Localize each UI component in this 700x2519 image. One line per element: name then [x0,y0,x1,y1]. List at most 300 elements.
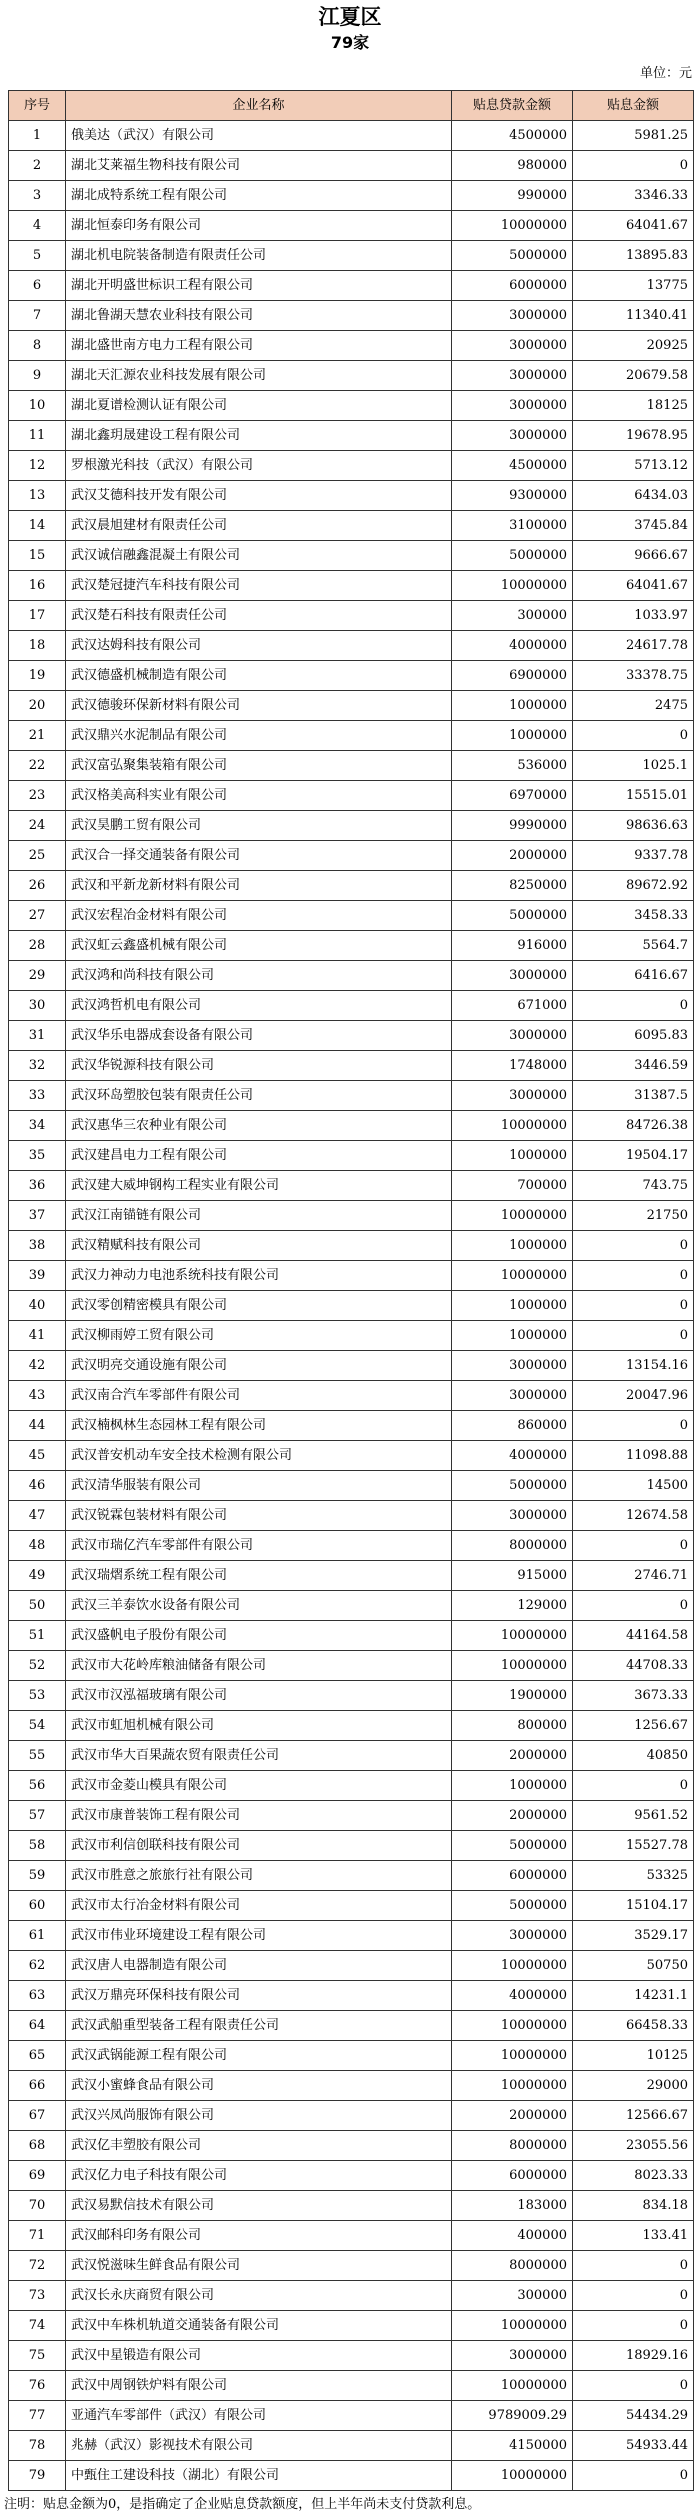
cell-serial: 30 [9,991,66,1021]
cell-loan-amount: 2000000 [452,1801,573,1831]
header-loan-amount: 贴息贷款金额 [452,91,573,121]
cell-subsidy-amount: 20925 [573,331,694,361]
cell-subsidy-amount: 20047.96 [573,1381,694,1411]
table-row [9,481,694,511]
cell-subsidy-amount: 5981.25 [573,121,694,151]
cell-subsidy-amount: 13895.83 [573,241,694,271]
cell-subsidy-amount: 14231.1 [573,1981,694,2011]
table-row [9,1291,694,1321]
cell-loan-amount: 4000000 [452,631,573,661]
cell-subsidy-amount: 50750 [573,1951,694,1981]
cell-company-name: 武汉瑞熠系统工程有限公司 [66,1561,452,1591]
table-row [9,631,694,661]
cell-company-name: 武汉零创精密模具有限公司 [66,1291,452,1321]
cell-company-name: 湖北艾莱福生物科技有限公司 [66,151,452,181]
cell-loan-amount: 8000000 [452,2251,573,2281]
cell-company-name: 武汉长永庆商贸有限公司 [66,2281,452,2311]
cell-subsidy-amount: 8023.33 [573,2161,694,2191]
table-row [9,1171,694,1201]
table-row [9,661,694,691]
cell-company-name: 武汉华锐源科技有限公司 [66,1051,452,1081]
cell-serial: 7 [9,301,66,331]
header-company-name: 企业名称 [66,91,452,121]
cell-company-name: 武汉建大威坤钢构工程实业有限公司 [66,1171,452,1201]
cell-serial: 50 [9,1591,66,1621]
cell-subsidy-amount: 0 [573,2311,694,2341]
cell-serial: 48 [9,1531,66,1561]
cell-loan-amount: 6000000 [452,2161,573,2191]
table-row [9,121,694,151]
cell-loan-amount: 8250000 [452,871,573,901]
cell-loan-amount: 3000000 [452,301,573,331]
cell-subsidy-amount: 54434.29 [573,2401,694,2431]
table-header-row [9,91,694,121]
cell-subsidy-amount: 18125 [573,391,694,421]
cell-company-name: 武汉德盛机械制造有限公司 [66,661,452,691]
cell-subsidy-amount: 18929.16 [573,2341,694,2371]
cell-company-name: 武汉市太行冶金材料有限公司 [66,1891,452,1921]
cell-subsidy-amount: 84726.38 [573,1111,694,1141]
cell-subsidy-amount: 24617.78 [573,631,694,661]
cell-subsidy-amount: 6416.67 [573,961,694,991]
table-row [9,511,694,541]
cell-loan-amount: 10000000 [452,2071,573,2101]
cell-loan-amount: 10000000 [452,1111,573,1141]
cell-loan-amount: 4150000 [452,2431,573,2461]
cell-subsidy-amount: 3673.33 [573,1681,694,1711]
cell-serial: 34 [9,1111,66,1141]
table-row [9,2191,694,2221]
table-row [9,2281,694,2311]
table-row [9,1081,694,1111]
table-row [9,1561,694,1591]
cell-loan-amount: 10000000 [452,1651,573,1681]
cell-subsidy-amount: 834.18 [573,2191,694,2221]
cell-company-name: 武汉晨旭建材有限责任公司 [66,511,452,541]
table-row [9,1891,694,1921]
cell-serial: 71 [9,2221,66,2251]
cell-company-name: 武汉小蜜蜂食品有限公司 [66,2071,452,2101]
table-row [9,1441,694,1471]
table-row [9,871,694,901]
cell-serial: 44 [9,1411,66,1441]
cell-company-name: 湖北成特系统工程有限公司 [66,181,452,211]
table-row [9,961,694,991]
cell-serial: 76 [9,2371,66,2401]
cell-serial: 61 [9,1921,66,1951]
cell-company-name: 武汉亿力电子科技有限公司 [66,2161,452,2191]
table-row [9,1591,694,1621]
table-row [9,1141,694,1171]
table-row [9,1381,694,1411]
cell-serial: 24 [9,811,66,841]
table-row [9,2401,694,2431]
cell-serial: 2 [9,151,66,181]
cell-serial: 23 [9,781,66,811]
table-row [9,2041,694,2071]
cell-serial: 58 [9,1831,66,1861]
cell-company-name: 武汉富弘聚集装箱有限公司 [66,751,452,781]
table-row [9,2221,694,2251]
cell-company-name: 俄美达（武汉）有限公司 [66,121,452,151]
cell-subsidy-amount: 15515.01 [573,781,694,811]
cell-serial: 38 [9,1231,66,1261]
cell-serial: 63 [9,1981,66,2011]
cell-serial: 57 [9,1801,66,1831]
cell-serial: 11 [9,421,66,451]
table-row [9,271,694,301]
cell-subsidy-amount: 9561.52 [573,1801,694,1831]
cell-loan-amount: 3000000 [452,2341,573,2371]
cell-loan-amount: 6000000 [452,1861,573,1891]
cell-loan-amount: 916000 [452,931,573,961]
cell-company-name: 武汉武船重型装备工程有限责任公司 [66,2011,452,2041]
table-row [9,2461,694,2491]
cell-loan-amount: 10000000 [452,2311,573,2341]
cell-subsidy-amount: 0 [573,1531,694,1561]
table-row [9,1531,694,1561]
table-row [9,2431,694,2461]
cell-company-name: 武汉中周钢铁炉料有限公司 [66,2371,452,2401]
cell-serial: 16 [9,571,66,601]
cell-serial: 3 [9,181,66,211]
table-row [9,1981,694,2011]
cell-serial: 8 [9,331,66,361]
cell-subsidy-amount: 743.75 [573,1171,694,1201]
cell-company-name: 武汉昊鹏工贸有限公司 [66,811,452,841]
cell-serial: 12 [9,451,66,481]
cell-company-name: 罗根激光科技（武汉）有限公司 [66,451,452,481]
cell-company-name: 武汉江南锚链有限公司 [66,1201,452,1231]
cell-loan-amount: 3000000 [452,361,573,391]
table-body [9,121,694,2491]
cell-company-name: 武汉合一择交通装备有限公司 [66,841,452,871]
cell-loan-amount: 800000 [452,1711,573,1741]
cell-loan-amount: 10000000 [452,2371,573,2401]
table-row [9,2071,694,2101]
cell-subsidy-amount: 0 [573,2251,694,2281]
cell-serial: 43 [9,1381,66,1411]
cell-serial: 64 [9,2011,66,2041]
cell-subsidy-amount: 64041.67 [573,211,694,241]
cell-loan-amount: 10000000 [452,2461,573,2491]
cell-subsidy-amount: 0 [573,1591,694,1621]
cell-subsidy-amount: 133.41 [573,2221,694,2251]
cell-loan-amount: 5000000 [452,1891,573,1921]
cell-serial: 5 [9,241,66,271]
table-row [9,1411,694,1441]
table-row [9,2101,694,2131]
cell-loan-amount: 860000 [452,1411,573,1441]
cell-serial: 60 [9,1891,66,1921]
cell-serial: 69 [9,2161,66,2191]
table-row [9,2371,694,2401]
table-row [9,1621,694,1651]
cell-loan-amount: 10000000 [452,1201,573,1231]
cell-subsidy-amount: 0 [573,1411,694,1441]
cell-company-name: 武汉中车株机轨道交通装备有限公司 [66,2311,452,2341]
cell-subsidy-amount: 44164.58 [573,1621,694,1651]
cell-loan-amount: 5000000 [452,241,573,271]
cell-serial: 41 [9,1321,66,1351]
cell-loan-amount: 2000000 [452,1741,573,1771]
cell-loan-amount: 980000 [452,151,573,181]
cell-serial: 52 [9,1651,66,1681]
table-row [9,991,694,1021]
cell-serial: 45 [9,1441,66,1471]
cell-company-name: 武汉市瑞亿汽车零部件有限公司 [66,1531,452,1561]
cell-serial: 27 [9,901,66,931]
cell-loan-amount: 3000000 [452,1351,573,1381]
cell-company-name: 武汉诚信融鑫混凝土有限公司 [66,541,452,571]
cell-company-name: 武汉力神动力电池系统科技有限公司 [66,1261,452,1291]
cell-subsidy-amount: 11340.41 [573,301,694,331]
cell-subsidy-amount: 5713.12 [573,451,694,481]
cell-subsidy-amount: 53325 [573,1861,694,1891]
cell-serial: 77 [9,2401,66,2431]
cell-loan-amount: 5000000 [452,541,573,571]
cell-company-name: 武汉宏程冶金材料有限公司 [66,901,452,931]
table-row [9,541,694,571]
cell-subsidy-amount: 3346.33 [573,181,694,211]
cell-serial: 67 [9,2101,66,2131]
cell-loan-amount: 3000000 [452,1081,573,1111]
table-row [9,2131,694,2161]
cell-company-name: 武汉邮科印务有限公司 [66,2221,452,2251]
cell-serial: 79 [9,2461,66,2491]
cell-subsidy-amount: 31387.5 [573,1081,694,1111]
cell-company-name: 武汉鼎兴水泥制品有限公司 [66,721,452,751]
cell-company-name: 武汉锐霖包装材料有限公司 [66,1501,452,1531]
cell-serial: 29 [9,961,66,991]
cell-loan-amount: 8000000 [452,1531,573,1561]
cell-serial: 15 [9,541,66,571]
cell-loan-amount: 1000000 [452,1141,573,1171]
cell-company-name: 武汉市金菱山模具有限公司 [66,1771,452,1801]
cell-subsidy-amount: 5564.7 [573,931,694,961]
cell-loan-amount: 3000000 [452,1501,573,1531]
cell-serial: 25 [9,841,66,871]
table-row [9,1261,694,1291]
table-row [9,1771,694,1801]
cell-loan-amount: 3000000 [452,1921,573,1951]
cell-loan-amount: 5000000 [452,901,573,931]
cell-subsidy-amount: 33378.75 [573,661,694,691]
cell-company-name: 武汉华乐电器成套设备有限公司 [66,1021,452,1051]
table-row [9,811,694,841]
cell-company-name: 武汉武锅能源工程有限公司 [66,2041,452,2071]
table-row [9,421,694,451]
cell-serial: 21 [9,721,66,751]
cell-subsidy-amount: 66458.33 [573,2011,694,2041]
cell-company-name: 武汉达姆科技有限公司 [66,631,452,661]
cell-loan-amount: 10000000 [452,1261,573,1291]
cell-company-name: 武汉亿丰塑胶有限公司 [66,2131,452,2161]
cell-serial: 66 [9,2071,66,2101]
cell-subsidy-amount: 6095.83 [573,1021,694,1051]
table-row [9,1111,694,1141]
table-row [9,1681,694,1711]
cell-loan-amount: 9990000 [452,811,573,841]
cell-subsidy-amount: 0 [573,2371,694,2401]
page-title-block [0,0,700,56]
cell-company-name: 湖北开明盛世标识工程有限公司 [66,271,452,301]
cell-loan-amount: 3000000 [452,961,573,991]
table-row [9,1921,694,1951]
cell-serial: 53 [9,1681,66,1711]
cell-loan-amount: 3000000 [452,331,573,361]
cell-company-name: 武汉精赋科技有限公司 [66,1231,452,1261]
cell-company-name: 武汉普安机动车安全技术检测有限公司 [66,1441,452,1471]
cell-loan-amount: 6900000 [452,661,573,691]
cell-loan-amount: 1000000 [452,1321,573,1351]
cell-subsidy-amount: 21750 [573,1201,694,1231]
cell-serial: 62 [9,1951,66,1981]
cell-company-name: 湖北恒泰印务有限公司 [66,211,452,241]
table-row [9,1231,694,1261]
cell-subsidy-amount: 29000 [573,2071,694,2101]
cell-loan-amount: 3000000 [452,1021,573,1051]
cell-company-name: 武汉市汉泓福玻璃有限公司 [66,1681,452,1711]
cell-subsidy-amount: 12566.67 [573,2101,694,2131]
cell-company-name: 亚通汽车零部件（武汉）有限公司 [66,2401,452,2431]
cell-company-name: 武汉德骏环保新材料有限公司 [66,691,452,721]
cell-loan-amount: 10000000 [452,211,573,241]
table-row [9,361,694,391]
cell-loan-amount: 10000000 [452,1621,573,1651]
cell-company-name: 武汉楚石科技有限责任公司 [66,601,452,631]
cell-loan-amount: 10000000 [452,571,573,601]
cell-serial: 19 [9,661,66,691]
cell-company-name: 中甄住工建设科技（湖北）有限公司 [66,2461,452,2491]
cell-loan-amount: 1000000 [452,1291,573,1321]
cell-subsidy-amount: 12674.58 [573,1501,694,1531]
table-row [9,451,694,481]
cell-company-name: 武汉易默信技术有限公司 [66,2191,452,2221]
cell-subsidy-amount: 2475 [573,691,694,721]
cell-serial: 26 [9,871,66,901]
header-serial: 序号 [9,91,66,121]
cell-company-name: 武汉鸿哲机电有限公司 [66,991,452,1021]
cell-loan-amount: 3100000 [452,511,573,541]
cell-loan-amount: 400000 [452,2221,573,2251]
cell-serial: 73 [9,2281,66,2311]
cell-serial: 46 [9,1471,66,1501]
cell-subsidy-amount: 64041.67 [573,571,694,601]
cell-company-name: 武汉艾德科技开发有限公司 [66,481,452,511]
table-row [9,1501,694,1531]
cell-loan-amount: 6000000 [452,271,573,301]
table-row [9,1201,694,1231]
table-row [9,931,694,961]
cell-company-name: 武汉悦滋味生鲜食品有限公司 [66,2251,452,2281]
cell-company-name: 武汉鸿和尚科技有限公司 [66,961,452,991]
table-row [9,1801,694,1831]
cell-company-name: 武汉唐人电器制造有限公司 [66,1951,452,1981]
table-row [9,211,694,241]
cell-loan-amount: 1000000 [452,721,573,751]
cell-serial: 28 [9,931,66,961]
table-row [9,2341,694,2371]
table-row [9,181,694,211]
cell-company-name: 武汉清华服装有限公司 [66,1471,452,1501]
footer-note: 注明：贴息金额为0，是指确定了企业贴息贷款额度，但上半年尚未支付贷款利息。 [4,2497,481,2512]
cell-company-name: 湖北机电院装备制造有限责任公司 [66,241,452,271]
subsidy-table [8,90,694,2491]
cell-company-name: 武汉三羊泰饮水设备有限公司 [66,1591,452,1621]
cell-serial: 4 [9,211,66,241]
district-title: 江夏区 [318,5,382,29]
cell-serial: 70 [9,2191,66,2221]
cell-subsidy-amount: 0 [573,1261,694,1291]
cell-company-name: 武汉市伟业环境建设工程有限公司 [66,1921,452,1951]
company-count: 79家 [330,33,370,52]
cell-subsidy-amount: 1256.67 [573,1711,694,1741]
cell-serial: 39 [9,1261,66,1291]
cell-subsidy-amount: 1025.1 [573,751,694,781]
cell-subsidy-amount: 0 [573,1291,694,1321]
cell-serial: 20 [9,691,66,721]
cell-company-name: 武汉楚冠捷汽车科技有限公司 [66,571,452,601]
cell-loan-amount: 129000 [452,1591,573,1621]
cell-subsidy-amount: 10125 [573,2041,694,2071]
table-row [9,241,694,271]
table-row [9,1351,694,1381]
table-row [9,1021,694,1051]
cell-loan-amount: 6970000 [452,781,573,811]
cell-serial: 18 [9,631,66,661]
cell-subsidy-amount: 23055.56 [573,2131,694,2161]
table-row [9,1951,694,1981]
cell-subsidy-amount: 40850 [573,1741,694,1771]
cell-subsidy-amount: 13154.16 [573,1351,694,1381]
cell-company-name: 武汉建昌电力工程有限公司 [66,1141,452,1171]
cell-company-name: 武汉中星锻造有限公司 [66,2341,452,2371]
table-row [9,1741,694,1771]
cell-serial: 78 [9,2431,66,2461]
cell-serial: 47 [9,1501,66,1531]
cell-serial: 31 [9,1021,66,1051]
header-subsidy-amount: 贴息金额 [573,91,694,121]
table-row [9,331,694,361]
cell-loan-amount: 300000 [452,601,573,631]
cell-serial: 36 [9,1171,66,1201]
cell-company-name: 武汉柳雨婷工贸有限公司 [66,1321,452,1351]
cell-serial: 40 [9,1291,66,1321]
cell-company-name: 武汉市利信创联科技有限公司 [66,1831,452,1861]
cell-serial: 54 [9,1711,66,1741]
cell-loan-amount: 1000000 [452,1231,573,1261]
cell-company-name: 武汉盛帆电子股份有限公司 [66,1621,452,1651]
cell-loan-amount: 1900000 [452,1681,573,1711]
cell-subsidy-amount: 15527.78 [573,1831,694,1861]
table-row [9,2161,694,2191]
cell-serial: 35 [9,1141,66,1171]
cell-loan-amount: 5000000 [452,1831,573,1861]
table-row [9,1471,694,1501]
cell-subsidy-amount: 3745.84 [573,511,694,541]
cell-serial: 42 [9,1351,66,1381]
table-row [9,571,694,601]
cell-company-name: 湖北鲁湖天慧农业科技有限公司 [66,301,452,331]
cell-serial: 75 [9,2341,66,2371]
cell-loan-amount: 990000 [452,181,573,211]
cell-subsidy-amount: 15104.17 [573,1891,694,1921]
cell-loan-amount: 5000000 [452,1471,573,1501]
cell-subsidy-amount: 89672.92 [573,871,694,901]
table-row [9,2251,694,2281]
table-row [9,1711,694,1741]
